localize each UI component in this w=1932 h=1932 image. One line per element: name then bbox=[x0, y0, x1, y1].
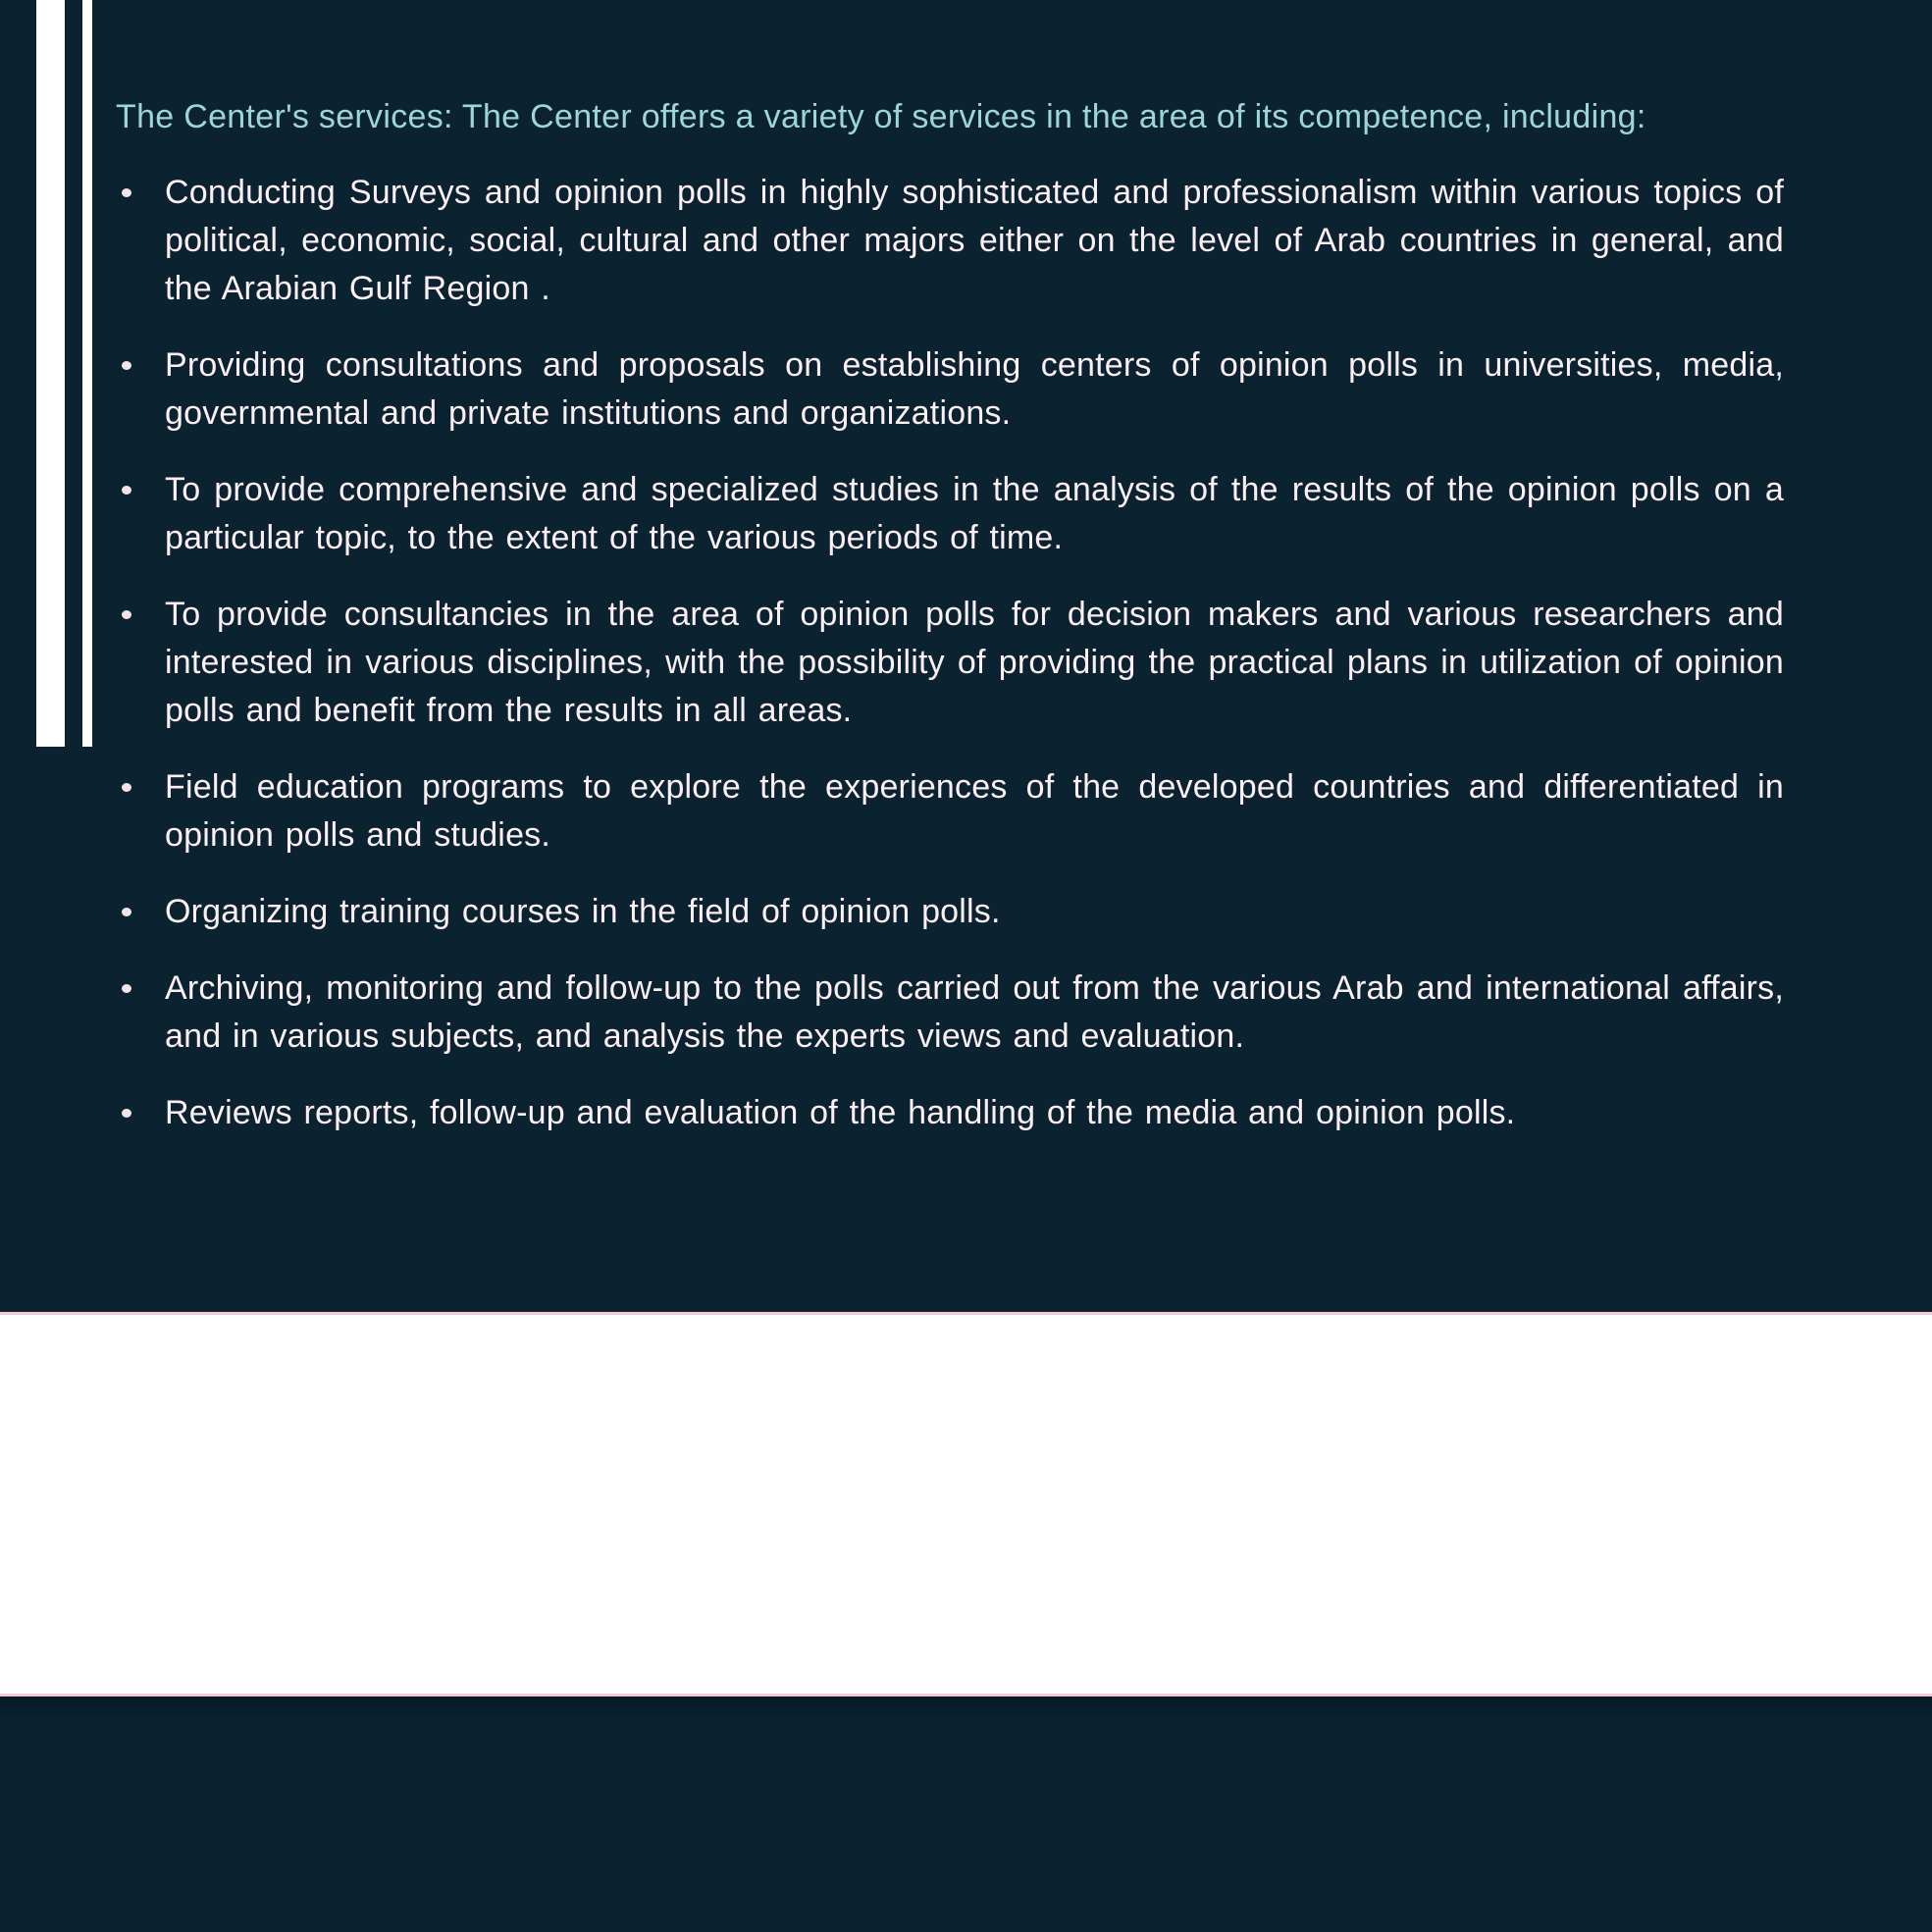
next-slide-band bbox=[0, 1697, 1932, 1932]
list-item bbox=[116, 1089, 1784, 1137]
bullet-dot-icon bbox=[122, 486, 131, 495]
bullet-dot-icon bbox=[122, 908, 131, 916]
list-item bbox=[116, 591, 1784, 735]
list-item bbox=[116, 169, 1784, 313]
list-item bbox=[116, 965, 1784, 1061]
accent-bar-wide bbox=[36, 0, 65, 747]
bullet-text: Archiving, monitoring and follow-up to the polls carried out from the various Arab and international affairs, and in various subjects, and analysis the experts views and evaluation. bbox=[165, 969, 1784, 1055]
list-item bbox=[116, 888, 1784, 936]
bullet-dot-icon bbox=[122, 361, 131, 370]
list-item bbox=[116, 763, 1784, 860]
bullet-dot-icon bbox=[122, 984, 131, 993]
slide-heading: The Center's services: The Center offers a variety of services in the area of its competence, including: bbox=[116, 98, 1646, 135]
bullet-text: Field education programs to explore the experiences of the developed countries and differentiated in opinion polls and studies. bbox=[165, 768, 1784, 854]
slide-content bbox=[116, 93, 1784, 1166]
list-item bbox=[116, 466, 1784, 562]
bullet-text: To provide comprehensive and specialized studies in the analysis of the results of the opinion polls on a particular topic, to the extent of the various periods of time. bbox=[165, 471, 1784, 556]
accent-bar-thin bbox=[82, 0, 92, 747]
bullet-dot-icon bbox=[122, 783, 131, 792]
page-gap bbox=[0, 1315, 1932, 1694]
bullet-dot-icon bbox=[122, 1109, 131, 1118]
bullet-dot-icon bbox=[122, 188, 131, 197]
list-item bbox=[116, 341, 1784, 438]
bullet-text: Organizing training courses in the field of opinion polls. bbox=[165, 893, 1001, 930]
bullet-dot-icon bbox=[122, 610, 131, 619]
bullet-text: To provide consultancies in the area of opinion polls for decision makers and various researchers and interested in various disciplines, with the possibility of providing the practical plans in utilization of opinion polls and benefit from the results in all areas. bbox=[165, 596, 1784, 729]
bullet-text: Reviews reports, follow-up and evaluation of the handling of the media and opinion polls. bbox=[165, 1094, 1516, 1131]
bullet-text: Conducting Surveys and opinion polls in highly sophisticated and professionalism within various topics of political, economic, social, cultural and other majors either on the level of Arab countries in general, and the Arabian Gulf Region . bbox=[165, 174, 1784, 307]
bullet-text: Providing consultations and proposals on establishing centers of opinion polls in universities, media, governmental and private institutions and organizations. bbox=[165, 346, 1784, 432]
